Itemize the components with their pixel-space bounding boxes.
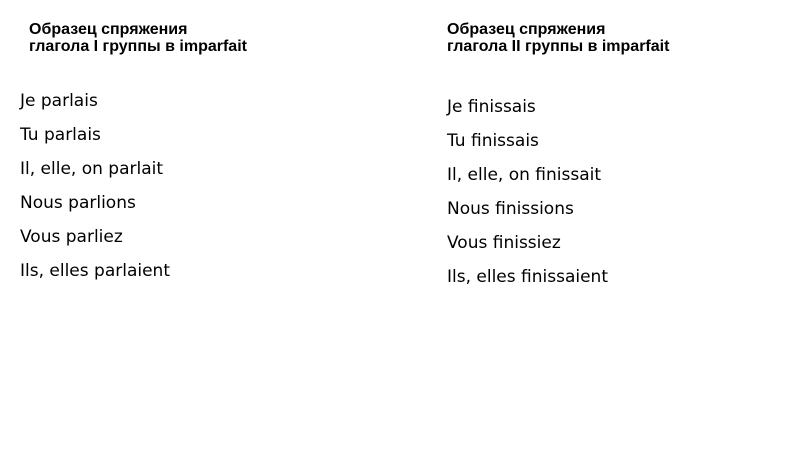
conjugation-form: Ils, elles parlaient xyxy=(20,261,170,281)
conjugation-form: Vous finissiez xyxy=(447,233,561,253)
group-2-conjugation-list xyxy=(447,90,608,294)
conjugation-form: Je parlais xyxy=(20,91,98,111)
conjugation-form: Il, elle, on parlait xyxy=(20,159,164,179)
conjugation-form: Tu finissais xyxy=(447,131,539,151)
conjugation-form: Ils, elles finissaient xyxy=(447,267,608,287)
group-2-heading xyxy=(447,21,669,55)
group-1-heading-line2: глагола I группы в imparfait xyxy=(29,38,247,55)
group-2-heading-line2: глагола II группы в imparfait xyxy=(447,38,670,55)
conjugation-form: Tu parlais xyxy=(20,125,101,145)
conjugation-form: Nous finissions xyxy=(447,199,574,219)
group-1-conjugation-list xyxy=(20,84,170,288)
group-1-heading xyxy=(29,21,247,55)
conjugation-form: Il, elle, on finissait xyxy=(447,165,602,185)
group-1-heading-line1: Образец спряжения xyxy=(29,21,188,38)
conjugation-form: Nous parlions xyxy=(20,193,136,213)
conjugation-form: Vous parliez xyxy=(20,227,123,247)
conjugation-form: Je finissais xyxy=(447,97,536,117)
group-2-heading-line1: Образец спряжения xyxy=(447,21,606,38)
